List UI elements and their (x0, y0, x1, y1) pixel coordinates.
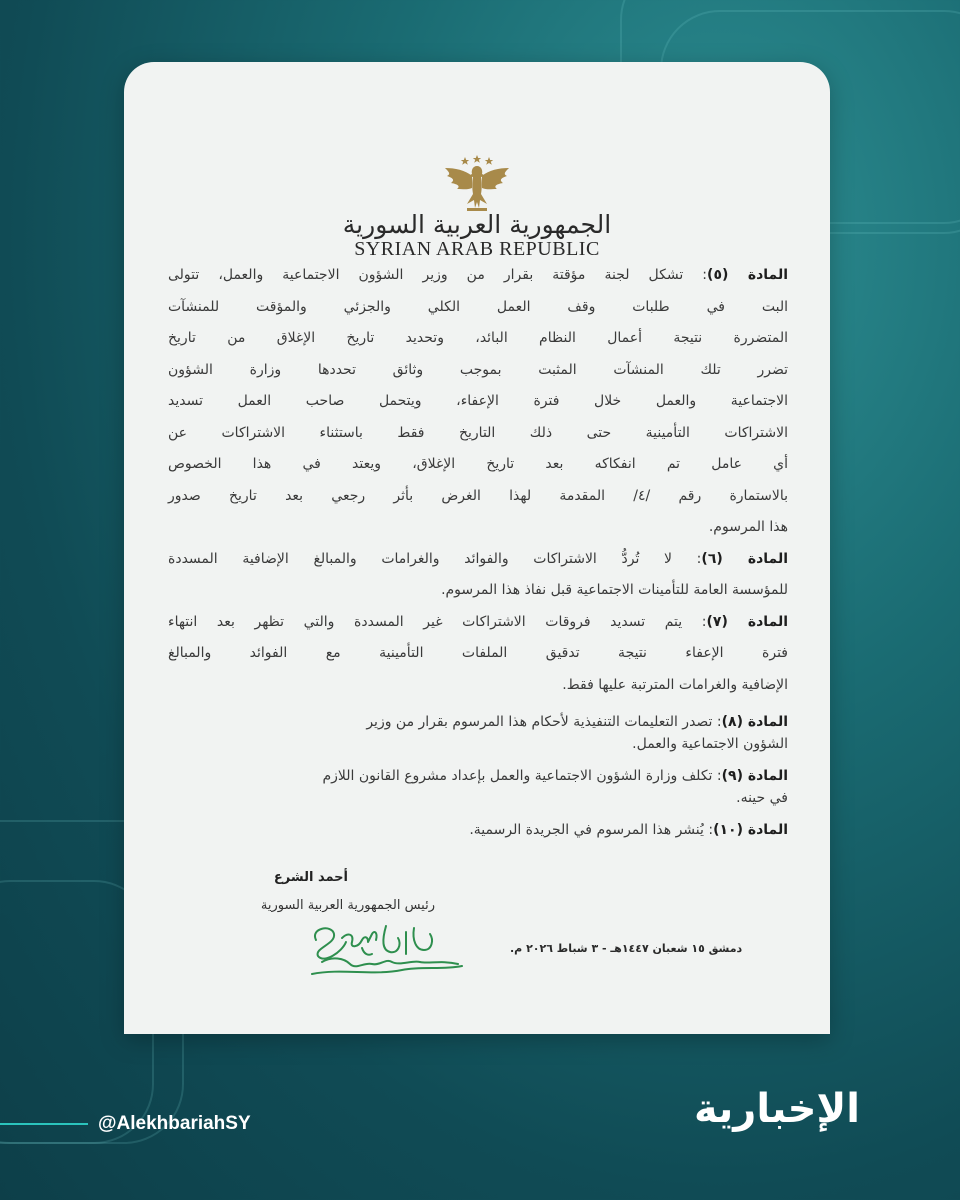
decree-date: دمشق ١٥ شعبان ١٤٤٧هـ - ٣ شباط ٢٠٢٦ م. (510, 942, 743, 955)
article-6-line-2: للمؤسسة العامة للتأمينات الاجتماعية قبل نفاذ هذا المرسوم. (441, 582, 788, 598)
article-9-line-2: في حينه. (736, 790, 788, 806)
article-8-line-2: الشؤون الاجتماعية والعمل. (632, 736, 788, 752)
handwritten-signature (302, 918, 472, 988)
article-7-line-3: الإضافية والغرامات المترتبة عليها فقط. (562, 676, 788, 693)
article-5-line-9: هذا المرسوم. (708, 519, 788, 535)
decree-document-page (124, 62, 830, 1034)
signatory-name: أحمد الشرع (273, 870, 348, 885)
article-6-line-1: المادة (٦): لا تُردُّ الاشتراكات والفوائد والغرامات والمبالغ الإضافية المسددة (168, 550, 788, 567)
article-7-line-1: المادة (٧): يتم تسديد فروقات الاشتراكات غير المسددة والتي تظهر بعد انتهاء (168, 613, 789, 630)
republic-name-arabic: الجمهورية العربية السورية (342, 210, 612, 239)
article-8-label: المادة (٨) (721, 714, 788, 730)
article-9-line-1: المادة (٩): تكلف وزارة الشؤون الاجتماعية والعمل بإعداد مشروع القانون اللازم (322, 768, 788, 784)
article-7-label: المادة (٧) (706, 613, 789, 630)
article-7-line-2: فترة الإعفاء نتيجة تدقيق الملفات التأمينية مع الفوائد والمبالغ (168, 645, 788, 661)
article-9-label: المادة (٩) (721, 768, 788, 784)
article-5-line-4: تضرر تلك المنشآت المثبت بموجب وثائق تحددها وزارة الشؤون (168, 361, 788, 378)
article-6-label: المادة (٦) (701, 550, 788, 567)
republic-name-english: SYRIAN ARAB REPUBLIC (354, 238, 600, 260)
signatory-title: رئيس الجمهورية العربية السورية (260, 898, 435, 913)
article-5-line-5: الاجتماعية والعمل خلال فترة الإعفاء، ويتحمل صاحب العمل تسديد (168, 393, 788, 409)
article-5-line-8: بالاستمارة رقم /٤/ المقدمة لهذا الغرض بأثر رجعي بعد تاريخ صدور (168, 487, 788, 504)
brand-logo: الإخبارية (694, 1086, 860, 1132)
article-10-line-1: المادة (١٠): يُنشر هذا المرسوم في الجريدة الرسمية. (469, 822, 788, 838)
eagle-emblem-icon (437, 152, 517, 216)
article-8-line-1: المادة (٨): تصدر التعليمات التنفيذية لأحكام هذا المرسوم بقرار من وزير (366, 714, 788, 730)
article-5-line-2: البت في طلبات وقف العمل الكلي والجزئي والمؤقت للمنشآت (168, 298, 788, 315)
social-handle[interactable]: @AlekhbariahSY (98, 1113, 251, 1134)
article-5-line-3: المتضررة نتيجة أعمال النظام البائد، وتحديد تاريخ الإغلاق من تاريخ (168, 330, 788, 346)
decree-body (168, 260, 788, 841)
footer-accent-line (0, 1123, 88, 1125)
article-5-line-7: أي عامل تم انفكاكه بعد تاريخ الإغلاق، ويعتد في هذا الخصوص (168, 456, 788, 472)
article-10-label: المادة (١٠) (713, 822, 788, 838)
article-5-label: المادة (٥) (707, 267, 788, 283)
article-5-line-6: الاشتراكات التأمينية حتى ذلك التاريخ فقط باستثناء الاشتراكات عن (168, 424, 788, 441)
article-5-line-1: المادة (٥): تشكل لجنة مؤقتة بقرار من وزير الشؤون الاجتماعية والعمل، تتولى (168, 267, 788, 283)
